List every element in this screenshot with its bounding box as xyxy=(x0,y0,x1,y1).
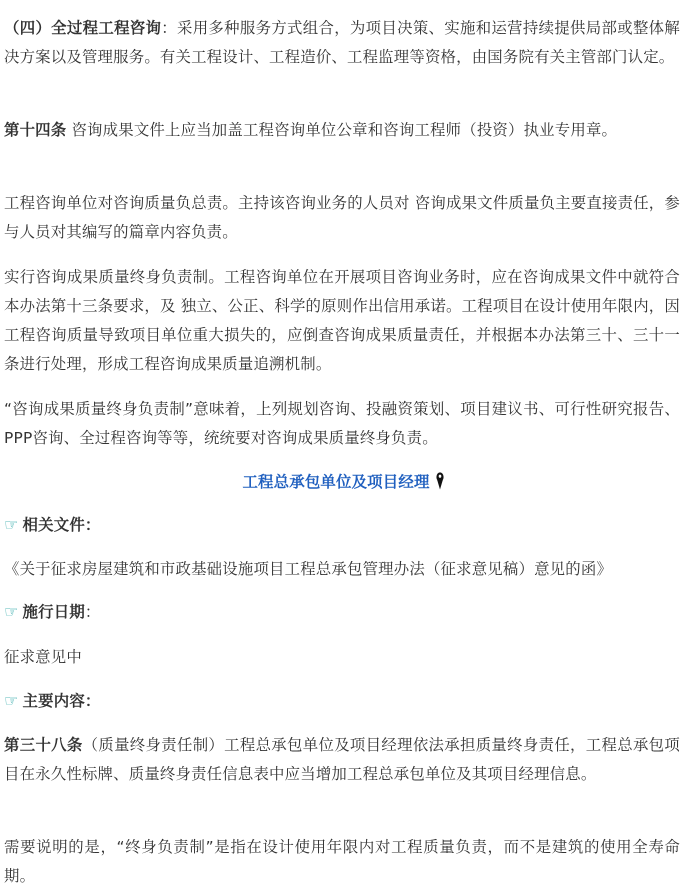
paragraph-text: 咨询成果文件上应当加盖工程咨询单位公章和咨询工程师（投资）执业专用章。 xyxy=(66,121,618,139)
paragraph-clarification: 需要说明的是，“终身负责制”是指在设计使用年限内对工程质量负责，而不是建筑的使用全寿命期。 xyxy=(4,838,680,885)
heading-colon: ： xyxy=(84,692,101,710)
related-document: 《关于征求房屋建筑和市政基础设施项目工程总承包管理办法（征求意见稿）意见的函》 xyxy=(4,560,613,578)
paragraph-full-process-consulting xyxy=(4,14,680,72)
location-pin-icon xyxy=(436,471,444,500)
heading-colon: ： xyxy=(84,603,101,621)
heading-main-content xyxy=(4,686,680,716)
paragraph-article-14 xyxy=(4,116,680,145)
section-heading xyxy=(0,468,686,500)
pointing-hand-icon: ☞ xyxy=(4,602,19,621)
paragraph-text: （质量终身责任制）工程总承包单位及项目经理依法承担质量终身责任，工程总承包项目在永久性标牌、质量终身责任信息表中应当增加工程总承包单位及其项目经理信息。 xyxy=(4,736,680,783)
effective-date-value: 征求意见中 xyxy=(4,648,82,666)
paragraph-lead: 第三十八条 xyxy=(4,736,83,754)
paragraph-lifetime-responsibility: 实行咨询成果质量终身负责制。工程咨询单位在开展项目咨询业务时，应在咨询成果文件中就符合本办法第十三条要求，及 独立、公正、科学的原则作出信用承诺。工程项目在设计使用年限内，因工程咨询质量导致项目单位重大损失的，应倒查咨询成果质量责任，并根据本办法第三十、三十一条进行处理，形成工程咨询成果质量追溯机制。 xyxy=(4,268,680,373)
paragraph-lifetime-meaning: “咨询成果质量终身负责制”意味着，上列规划咨询、投融资策划、项目建议书、可行性研究报告、PPP咨询、全过程咨询等等，统统要对咨询成果质量终身负责。 xyxy=(4,400,680,447)
pointing-hand-icon: ☞ xyxy=(4,515,19,534)
heading-label: 施行日期 xyxy=(22,603,85,621)
paragraph-lead: （四）全过程工程咨询 xyxy=(4,19,162,37)
paragraph-lead: 第十四条 xyxy=(4,121,67,139)
paragraph-quality-responsibility: 工程咨询单位对咨询质量负总责。主持该咨询业务的人员对 咨询成果文件质量负主要直接责任，参与人员对其编写的篇章内容负责。 xyxy=(4,194,680,241)
pointing-hand-icon: ☞ xyxy=(4,691,19,710)
heading-colon: ： xyxy=(84,516,101,534)
paragraph-text: ：采用多种服务方式组合，为项目决策、实施和运营持续提供局部或整体解决方案以及管理服务。有关工程设计、工程造价、工程监理等资格，由国务院有关主管部门认定。 xyxy=(4,19,680,66)
heading-related-docs xyxy=(4,510,680,540)
heading-label: 相关文件 xyxy=(22,516,85,534)
heading-effective-date xyxy=(4,597,680,627)
section-title: 工程总承包单位及项目经理 xyxy=(242,473,430,491)
heading-label: 主要内容 xyxy=(22,692,85,710)
paragraph-article-38 xyxy=(4,731,680,789)
